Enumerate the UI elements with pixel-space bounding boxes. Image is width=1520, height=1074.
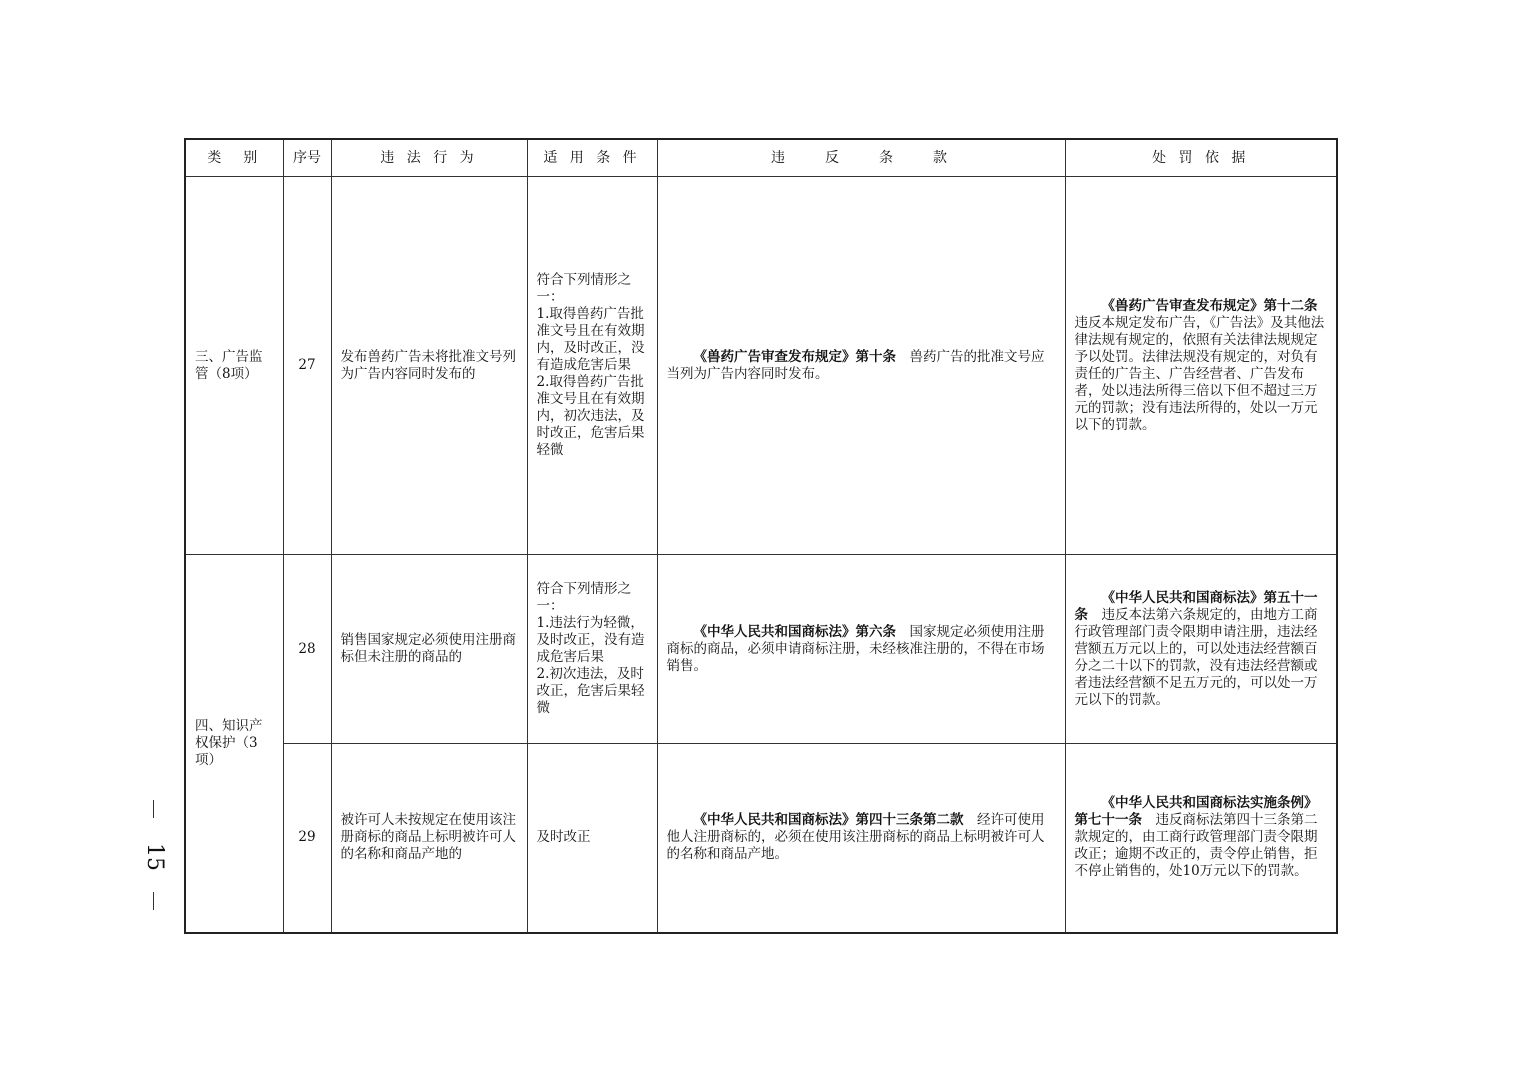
basis-cell xyxy=(1065,744,1337,933)
header-clause: 违 反 条 款 xyxy=(657,139,1065,177)
condition-cell: 符合下列情形之一： 1.违法行为轻微，及时改正，没有造成危害后果 2.初次违法，及时改正，危害后果轻微 xyxy=(527,555,657,744)
basis-title: 《兽药广告审查发布规定》第十二条 xyxy=(1101,297,1318,314)
clause-cell xyxy=(657,177,1065,555)
header-category: 类 别 xyxy=(185,139,283,177)
basis-text: 违反本法第六条规定的，由地方工商行政管理部门责令限期申请注册，违法经营额五万元以上的，可以处违法经营额百分之二十以下的罚款，没有违法经营额或者违法经营额不足五万元的，可以处一万元以下的罚款。 xyxy=(1074,606,1318,708)
header-number: 序号 xyxy=(283,139,331,177)
clause-title: 《中华人民共和国商标法》第四十三条第二款 xyxy=(693,812,964,829)
penalty-table-container xyxy=(184,138,1336,934)
page-number: 15 xyxy=(142,843,167,871)
table-row xyxy=(185,177,1337,555)
clause-title: 《中华人民共和国商标法》第六条 xyxy=(693,623,896,640)
header-violation: 违 法 行 为 xyxy=(331,139,527,177)
clause-cell xyxy=(657,744,1065,933)
condition-cell: 及时改正 xyxy=(527,744,657,933)
header-row xyxy=(185,139,1337,177)
number-cell: 29 xyxy=(283,744,331,933)
basis-text: 违反本规定发布广告，《广告法》及其他法律法规有规定的，依照有关法律法规规定予以处罚。法律法规没有规定的，对负有责任的广告主、广告经营者、广告发布者，处以违法所得三倍以下但不超过三万元的罚款；没有违法所得的，处以一万元以下的罚款。 xyxy=(1074,297,1331,433)
category-cell: 三、广告监管（8项） xyxy=(185,177,283,555)
clause-text: 经许可使用他人注册商标的，必须在使用该注册商标的商品上标明被许可人的名称和商品产地。 xyxy=(666,812,1045,863)
violation-cell: 发布兽药广告未将批准文号列为广告内容同时发布的 xyxy=(331,177,527,555)
table-row xyxy=(185,555,1337,744)
page-number-marker xyxy=(142,800,166,910)
number-cell: 27 xyxy=(283,177,331,555)
violation-cell: 销售国家规定必须使用注册商标但未注册的商品的 xyxy=(331,555,527,744)
basis-cell xyxy=(1065,177,1337,555)
basis-text: 违反商标法第四十三条第二款规定的，由工商行政管理部门责令限期改正；逾期不改正的，责令停止销售，拒不停止销售的，处10万元以下的罚款。 xyxy=(1074,812,1318,880)
number-cell: 28 xyxy=(283,555,331,744)
header-basis: 处 罚 依 据 xyxy=(1065,139,1337,177)
header-condition: 适 用 条 件 xyxy=(527,139,657,177)
penalty-table xyxy=(184,138,1338,934)
category-cell: 四、知识产权保护（3项） xyxy=(185,555,283,933)
basis-cell xyxy=(1065,555,1337,744)
clause-title: 《兽药广告审查发布规定》第十条 xyxy=(693,348,896,365)
basis-title: 《中华人民共和国商标法》第五十一条 xyxy=(1074,589,1318,623)
basis-title: 《中华人民共和国商标法实施条例》第七十一条 xyxy=(1074,795,1318,829)
condition-cell: 符合下列情形之一： 1.取得兽药广告批准文号且在有效期内，及时改正，没有造成危害后果 2.取得兽药广告批准文号且在有效期内，初次违法，及时改正，危害后果轻微 xyxy=(527,177,657,555)
violation-cell: 被许可人未按规定在使用该注册商标的商品上标明被许可人的名称和商品产地的 xyxy=(331,744,527,933)
page-dash-bottom xyxy=(153,892,154,910)
clause-cell xyxy=(657,555,1065,744)
page-dash-top xyxy=(153,800,154,818)
clause-text: 国家规定必须使用注册商标的商品，必须申请商标注册，未经核准注册的，不得在市场销售。 xyxy=(666,623,1045,674)
clause-text: 兽药广告的批准文号应当列为广告内容同时发布。 xyxy=(666,348,1045,382)
table-row xyxy=(185,744,1337,933)
